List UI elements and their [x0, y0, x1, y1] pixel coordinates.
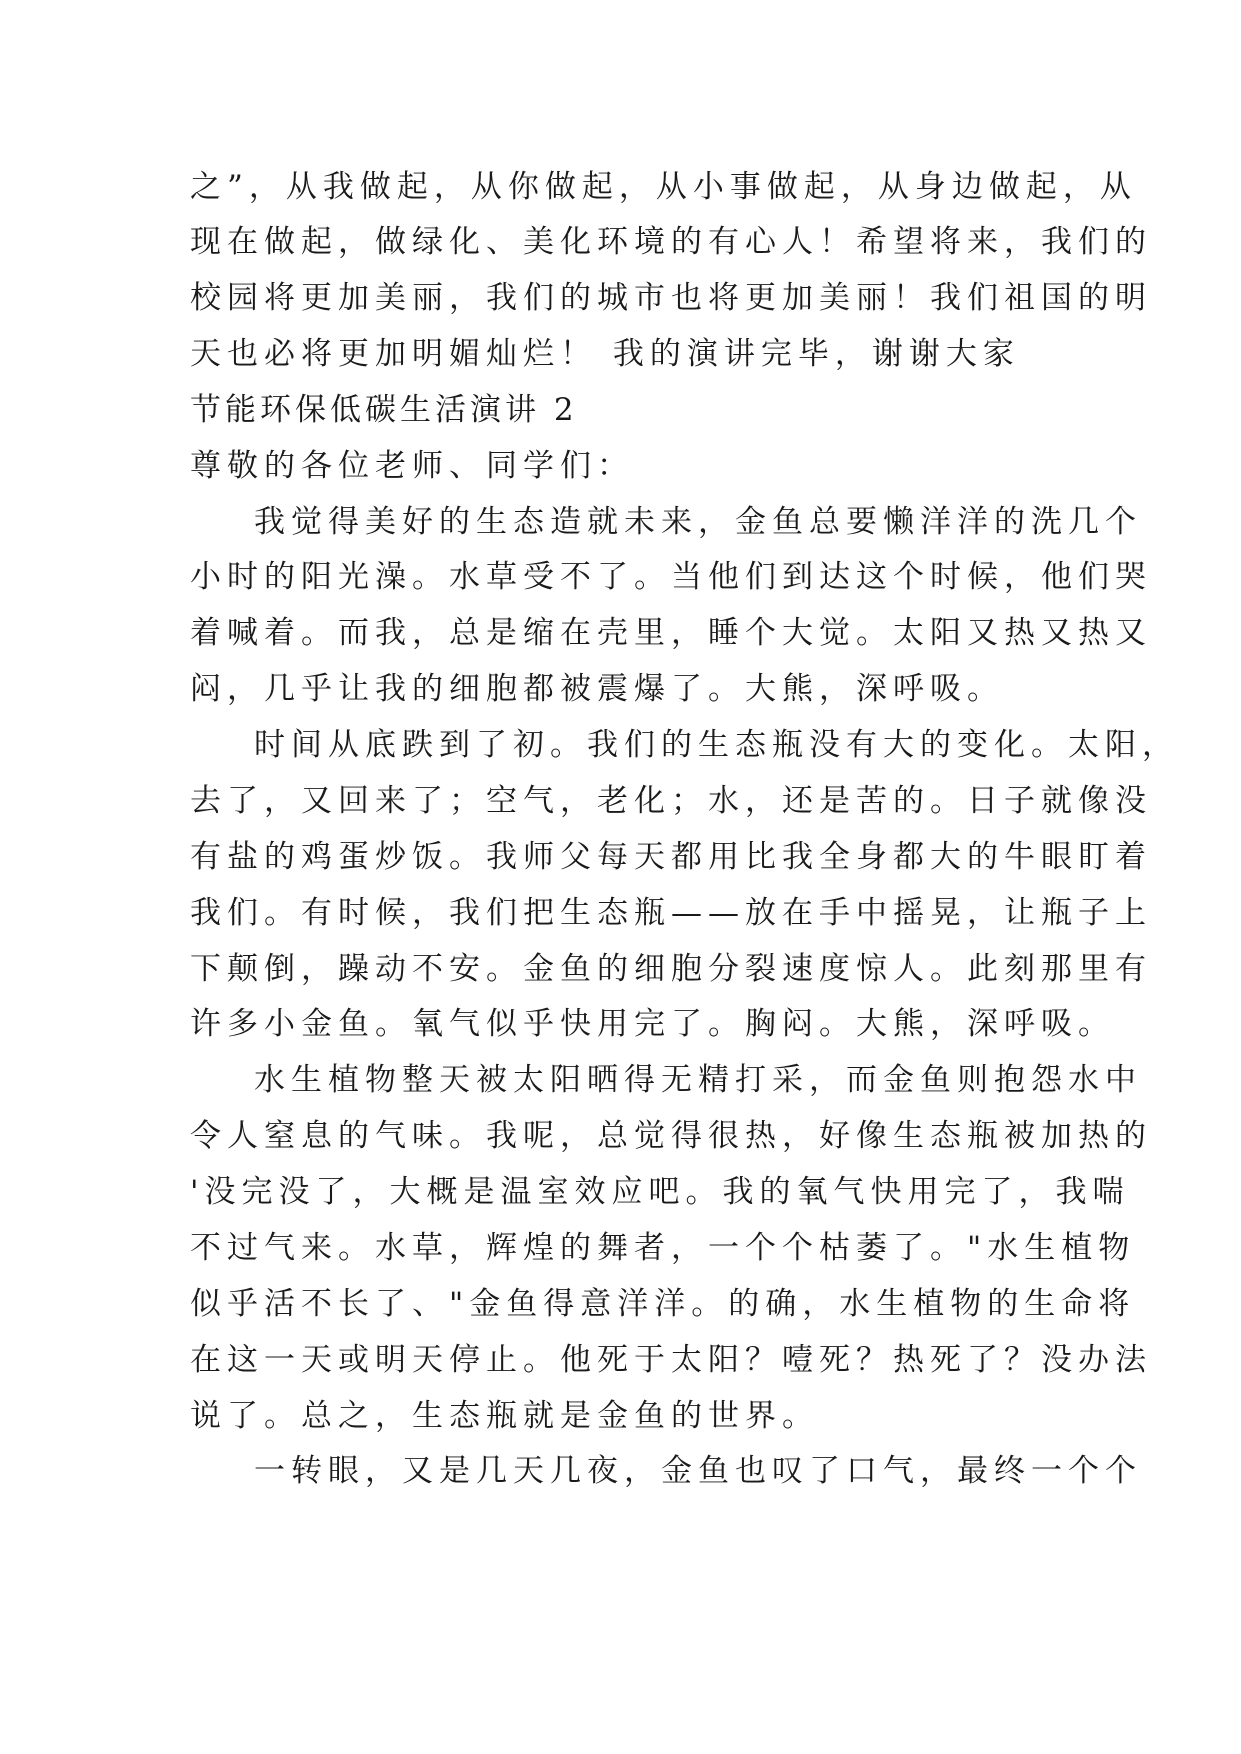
text-line: 似乎活不长了、"金鱼得意洋洋。的确，水生植物的生命将	[190, 1286, 1136, 1322]
text-line: 在这一天或明天停止。他死于太阳？噎死？热死了？没办法	[190, 1342, 1152, 1378]
text-line: 令人窒息的气味。我呢，总觉得很热，好像生态瓶被加热的	[190, 1118, 1152, 1154]
paragraph-first-line: 时间从底跌到了初。我们的生态瓶没有大的变化。太阳，	[254, 727, 1179, 763]
text-line: 现在做起，做绿化、美化环境的有心人！希望将来，我们的	[190, 224, 1152, 260]
text-line: 去了，又回来了；空气，老化；水，还是苦的。日子就像没	[190, 783, 1152, 819]
section-heading: 节能环保低碳生活演讲 2	[190, 392, 578, 428]
paragraph-first-line: 水生植物整天被太阳晒得无精打采，而金鱼则抱怨水中	[254, 1062, 1142, 1098]
text-line: 有盐的鸡蛋炒饭。我师父每天都用比我全身都大的牛眼盯着	[190, 839, 1152, 875]
text-line: 许多小金鱼。氧气似乎快用完了。胸闷。大熊，深呼吸。	[190, 1006, 1115, 1042]
text-line: 小时的阳光澡。水草受不了。当他们到达这个时候，他们哭	[190, 559, 1152, 595]
text-line: 闷，几乎让我的细胞都被震爆了。大熊，深呼吸。	[190, 671, 1004, 707]
salutation: 尊敬的各位老师、同学们：	[190, 448, 634, 484]
text-line: 说了。总之，生态瓶就是金鱼的世界。	[190, 1398, 819, 1434]
paragraph-first-line: 一转眼，又是几天几夜，金鱼也叹了口气，最终一个个	[254, 1453, 1142, 1489]
text-line: 之”，从我做起，从你做起，从小事做起，从身边做起，从	[190, 169, 1137, 205]
text-line: 下颠倒，躁动不安。金鱼的细胞分裂速度惊人。此刻那里有	[190, 951, 1152, 987]
text-line: '没完没了，大概是温室效应吧。我的氧气快用完了，我喘	[190, 1174, 1130, 1210]
paragraph-first-line: 我觉得美好的生态造就未来，金鱼总要懒洋洋的洗几个	[254, 504, 1142, 540]
text-line: 我们。有时候，我们把生态瓶——放在手中摇晃，让瓶子上	[190, 895, 1152, 931]
text-line: 天也必将更加明媚灿烂！ 我的演讲完毕，谢谢大家	[190, 336, 1020, 372]
text-line: 着喊着。而我，总是缩在壳里，睡个大觉。太阳又热又热又	[190, 615, 1152, 651]
text-line: 不过气来。水草，辉煌的舞者，一个个枯萎了。"水生植物	[190, 1230, 1136, 1266]
text-line: 校园将更加美丽，我们的城市也将更加美丽！我们祖国的明	[190, 280, 1152, 316]
